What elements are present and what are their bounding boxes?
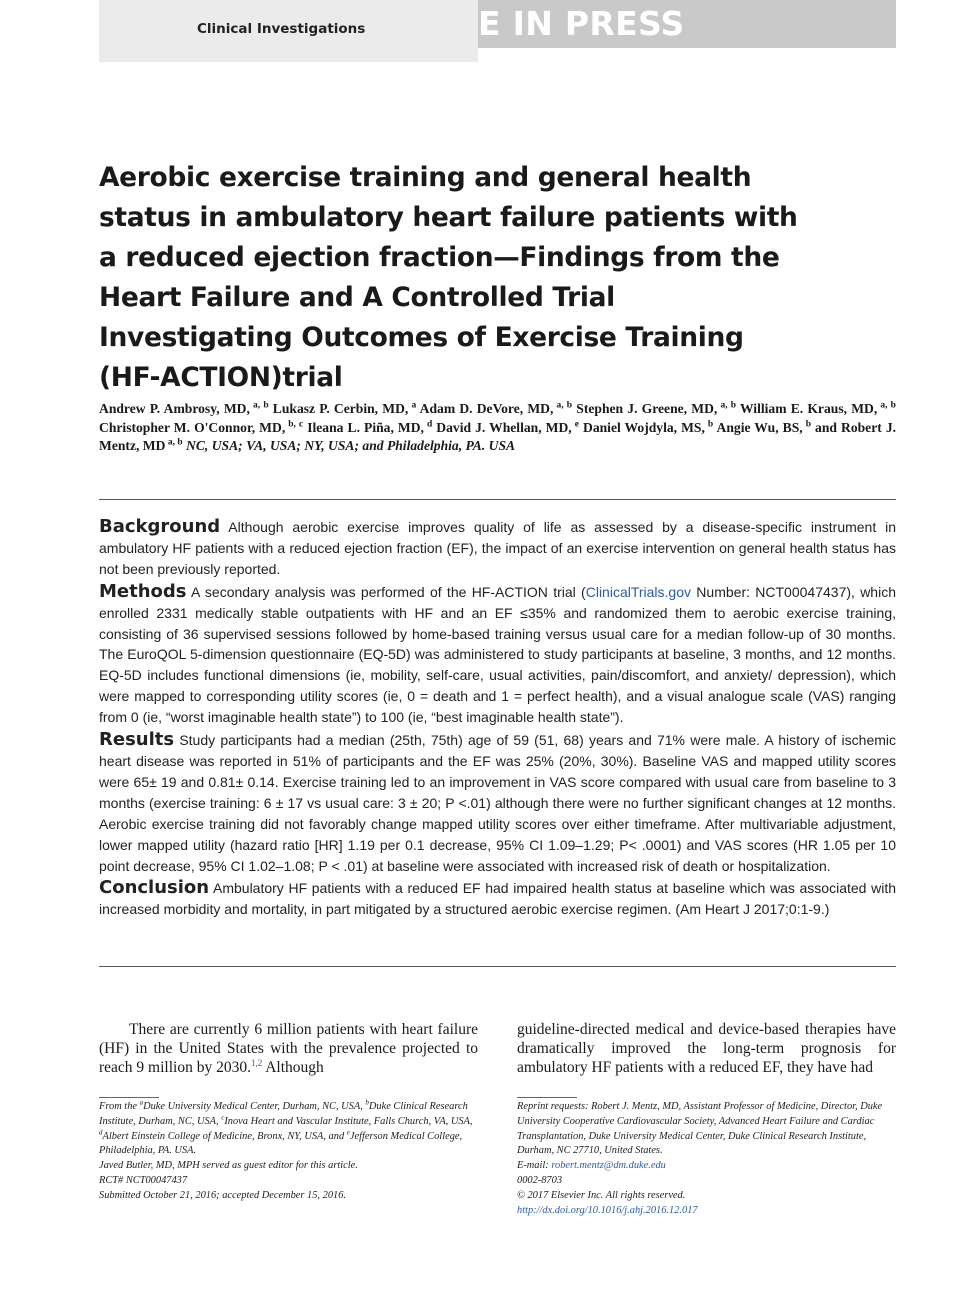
footnote-rule-right xyxy=(517,1097,577,1098)
author-name: Angie Wu, BS, xyxy=(713,419,803,435)
author-name: Stephen J. Greene, MD, xyxy=(572,401,718,416)
issn: 0002-8703 xyxy=(517,1174,563,1186)
affiliation-a: Duke University Medical Center, Durham, NC, USA, xyxy=(143,1101,366,1112)
article-title: Aerobic exercise training and general health status in ambulatory heart failure patients with a reduced ejection fraction—Findings from the Heart Failure and A Controlled Trial Investigating Outcomes of Exercise Training (HF-ACTION)trial xyxy=(99,162,798,393)
email-line xyxy=(517,1159,896,1174)
rct-number: RCT# NCT00047437 xyxy=(99,1174,188,1186)
abstract-bottom-rule xyxy=(99,966,896,967)
body-left-tail: Although xyxy=(262,1059,324,1077)
doi-line xyxy=(517,1204,896,1219)
author-affiliation-sup: e xyxy=(571,418,579,429)
author-affiliation-sup: d xyxy=(423,418,433,429)
author-name: William E. Kraus, MD, xyxy=(736,401,878,416)
copyright: © 2017 Elsevier Inc. All rights reserved. xyxy=(517,1189,686,1201)
author-affiliation-sup: b xyxy=(704,418,714,429)
body-column-right: guideline-directed medical and device-based therapies have dramatically improved the long-term prognosis for ambulatory HF patients with a reduced EF, they have had xyxy=(517,1021,896,1077)
abstract-conclusion xyxy=(99,878,896,920)
affiliations-intro: From the xyxy=(99,1101,140,1112)
author-name: Ileana L. Piña, MD, xyxy=(303,419,424,435)
author-affiliation-sup: a, b xyxy=(165,437,183,448)
author-name: Andrew P. Ambrosy, MD, xyxy=(99,401,250,416)
author-affiliation-sup: a, b xyxy=(553,400,573,411)
author-name: Daniel Wojdyla, MS, xyxy=(578,419,705,435)
body-left-text: There are currently 6 million patients with heart failure (HF) in the United States with the prevalence projected to reach 9 million by 2030. xyxy=(99,1021,478,1077)
results-heading: Results xyxy=(99,729,175,751)
reprint-requests: Reprint requests: Robert J. Mentz, MD, Assistant Professor of Medicine, Director, Duke University Cooperative Cardiovascular Society, Advanced Heart Failure and Cardiac Transplantation, Duke University Medical Center, Duke Clinical Research Institute, Durham, NC 27710, United States. xyxy=(517,1101,883,1157)
methods-text-2: Number: NCT00047437), which enrolled 2331 medically stable outpatients with HF and an EF ≤35% and randomized them to aerobic exercise training, consisting of 36 supervised sessions followed by home-based training versus usual care for a median follow-up of 30 months. The EuroQOL 5-dimension questionnaire (EQ-5D) was administered to study participants at baseline, 3 months, and 12 months. EQ-5D includes functional dimensions (ie, mobility, self-care, usual activities, pain/discomfort, and anxiety/ depression), which were mapped to corresponding utility scores (ie, 0 = death and 1 = perfect health), and a visual analogue scale (VAS) ranging from 0 (ie, “worst imaginable health state”) to 100 (ie, “best imaginable health state”). xyxy=(99,583,896,726)
background-heading: Background xyxy=(99,516,221,537)
footnote-rule-left xyxy=(99,1097,159,1098)
abstract-methods xyxy=(99,582,896,728)
results-text: Study participants had a median (25th, 75th) age of 59 (51, 68) years and 71% were male. A history of ischemic heart disease was reported in 51% of participants and the EF was 25% (20%, 30%). Baseline VAS and mapped utility scores were 65± 19 and 0.81± 0.14. Exercise training led to an improvement in VAS score compared with usual care from baseline to 3 months (exercise training: 6 ± 17 vs usual care: 3 ± 20; P <.01) although there were no further significant changes at 12 months. Aerobic exercise training did not favorably change mapped utility scores over either timeframe. After multivariable adjustment, lower mapped utility (hazard ratio [HR] 1.19 per 0.1 decrease, 95% CI 1.09–1.29; P< .0001) and VAS scores (HR 1.05 per 10 point decrease, 95% CI 1.02–1.08; P < .01) at baseline were associated with increased risk of death or hospitalization. xyxy=(99,732,896,874)
email-label: E-mail: xyxy=(517,1160,552,1172)
author-affiliation-sup: a, b xyxy=(249,400,269,411)
email-link[interactable]: robert.mentz@dm.duke.edu xyxy=(551,1160,666,1172)
author-name: Lukasz P. Cerbin, MD, xyxy=(268,401,409,416)
affiliations: From the $^a$Duke University Medical Center, Durham, NC, USA, $^b$Duke Clinical Research Institute, Durham, NC, USA, $^c$Inova Heart and Vascular Institute, Falls Church, VA, USA, $^d$Albert Einstein College of Medicine, Bronx, NY, USA, and $^e$Jefferson Medical College, Philadelphia, PA. USA. xyxy=(99,1098,473,1157)
affiliation-b: Duke Clinical Research Institute, Durham, NC, USA, xyxy=(99,1101,468,1127)
clinicaltrials-link[interactable]: ClinicalTrials.gov xyxy=(585,583,692,600)
methods-heading: Methods xyxy=(99,580,187,602)
affiliation-d: Albert Einstein College of Medicine, Bronx, NY, USA, and xyxy=(102,1130,347,1142)
abstract-top-rule xyxy=(99,499,896,500)
author-affiliation-sup: b, c xyxy=(285,418,304,429)
author-affiliation-sup: b xyxy=(802,418,811,429)
author-affiliation-sup: a, b xyxy=(717,400,737,411)
author-affiliation-sup: a, b xyxy=(877,400,896,411)
affiliation-c: Inova Heart and Vascular Institute, Falls Church, VA, USA, xyxy=(224,1115,473,1127)
background-text: Although aerobic exercise improves quality of life as assessed by a disease-specific instrument in ambulatory HF patients with a reduced ejection fraction (EF), the impact of an exercise intervention on general health status has not been previously reported. xyxy=(99,519,896,577)
author-name: David J. Whellan, MD, xyxy=(432,419,572,435)
body-column-left xyxy=(99,1020,478,1078)
citation-ref[interactable]: 1,2 xyxy=(250,1058,263,1069)
abstract xyxy=(99,517,896,922)
abstract-background xyxy=(99,517,896,580)
author-name: and Robert J. Mentz, MD xyxy=(99,419,897,453)
affiliation-e: Jefferson Medical College, Philadelphia, PA. USA. xyxy=(99,1130,463,1157)
conclusion-text: Ambulatory HF patients with a reduced EF had impaired health status at baseline which was associated with increased morbidity and mortality, in part mitigated by a structured aerobic exercise regimen. (Am Heart J 2017;0:1-9.) xyxy=(99,880,896,918)
author-name: Christopher M. O'Connor, MD, xyxy=(99,419,286,435)
footnotes-left xyxy=(99,1100,478,1204)
footnotes-right xyxy=(517,1100,896,1218)
author-location: NC, USA; VA, USA; NY, USA; and Philadelphia, PA. USA xyxy=(186,438,516,453)
guest-editor-note: Javed Butler, MD, MPH served as guest editor for this article. xyxy=(99,1160,358,1172)
author-name: Adam D. DeVore, MD, xyxy=(416,401,554,416)
author-affiliation-sup: a xyxy=(408,400,417,411)
doi-link[interactable]: http://dx.doi.org/10.1016/j.ahj.2016.12.017 xyxy=(517,1204,698,1216)
methods-text-1: A secondary analysis was performed of the HF-ACTION trial ( xyxy=(191,583,586,600)
submission-dates: Submitted October 21, 2016; accepted December 15, 2016. xyxy=(99,1189,347,1201)
author-list xyxy=(99,400,896,456)
conclusion-heading: Conclusion xyxy=(99,877,210,899)
article-in-press-banner: E IN PRESS xyxy=(478,4,685,43)
section-label: Clinical Investigations xyxy=(197,21,366,37)
abstract-results xyxy=(99,730,896,876)
